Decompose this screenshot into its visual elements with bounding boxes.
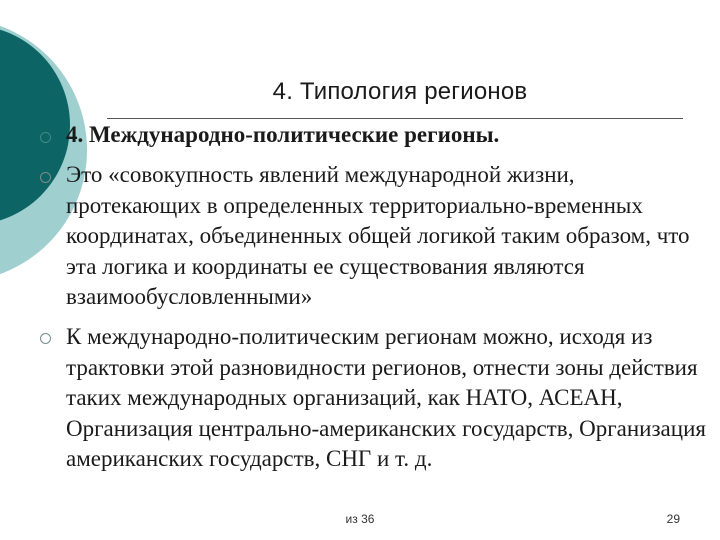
- examples-paragraph: К международно-политическим регионам можно, исходя из трактовки этой разновидности регионов, отнести зоны действия таких международных организаций, как НАТО, АСЕАН, Организация центрально-американских государств, Организация американских государств, СНГ и т. д.: [66, 324, 706, 471]
- bullet-circle-icon: [40, 132, 51, 143]
- slide-title: 4. Типология регионов: [272, 78, 528, 105]
- definition-paragraph: Это «совокупность явлений международной жизни, протекающих в определенных территориально-временных координатах, объединенных общей логикой таким образом, что эта логика и координаты ее существования являются взаимообусловленными»: [66, 162, 690, 309]
- section-heading: 4. Международно-политические регионы.: [66, 122, 500, 147]
- bullet-circle-icon: [40, 333, 51, 344]
- title-divider: [107, 118, 683, 119]
- slide-total-label: из 36: [345, 512, 375, 526]
- page-number: 29: [666, 512, 680, 526]
- bullet-circle-icon: [40, 172, 51, 183]
